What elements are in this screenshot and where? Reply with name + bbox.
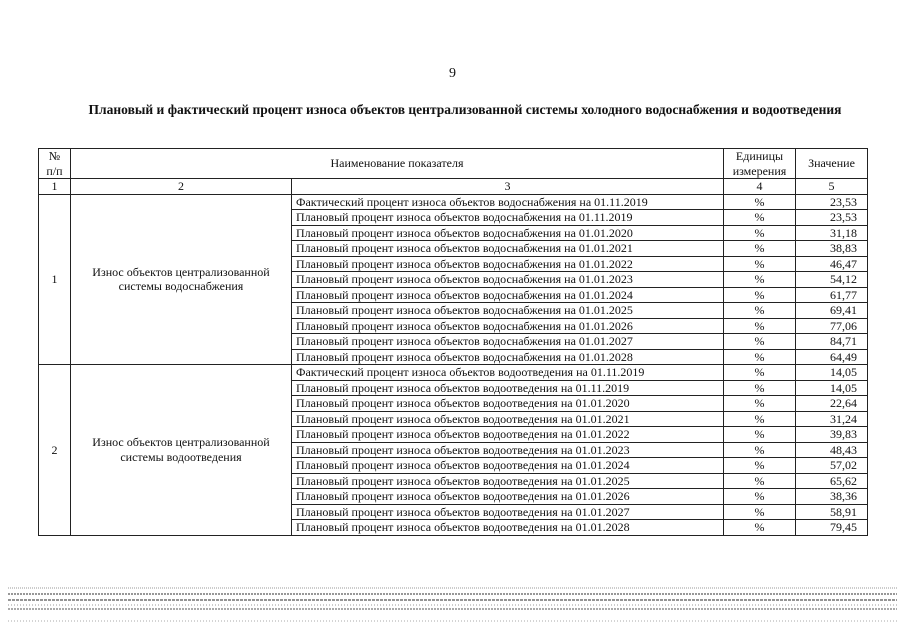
unit-cell: % [724, 225, 796, 241]
column-number: 2 [71, 179, 292, 195]
indicator-cell: Плановый процент износа объектов водоснабжения на 01.01.2026 [292, 318, 724, 334]
unit-cell: % [724, 287, 796, 303]
indicator-cell: Плановый процент износа объектов водоотведения на 01.01.2025 [292, 473, 724, 489]
indicator-cell: Плановый процент износа объектов водоснабжения на 01.01.2028 [292, 349, 724, 365]
indicator-cell: Плановый процент износа объектов водоотведения на 01.11.2019 [292, 380, 724, 396]
unit-cell: % [724, 334, 796, 350]
indicator-cell: Плановый процент износа объектов водоотведения на 01.01.2026 [292, 489, 724, 505]
unit-cell: % [724, 520, 796, 536]
indicator-cell: Фактический процент износа объектов водоотведения на 01.11.2019 [292, 365, 724, 381]
indicator-cell: Плановый процент износа объектов водоотведения на 01.01.2022 [292, 427, 724, 443]
value-cell: 65,62 [796, 473, 868, 489]
unit-cell: % [724, 318, 796, 334]
unit-cell: % [724, 473, 796, 489]
indicator-cell: Плановый процент износа объектов водоотведения на 01.01.2020 [292, 396, 724, 412]
indicator-cell: Плановый процент износа объектов водоснабжения на 01.01.2024 [292, 287, 724, 303]
value-cell: 38,36 [796, 489, 868, 505]
value-cell: 69,41 [796, 303, 868, 319]
document-title: Плановый и фактический процент износа объектов централизованной системы холодного водоснабжения и водоотведения [88, 102, 842, 117]
unit-cell: % [724, 411, 796, 427]
indicator-cell: Плановый процент износа объектов водоотведения на 01.01.2024 [292, 458, 724, 474]
group-name: Износ объектов централизованной системы водоотведения [71, 365, 292, 536]
indicator-cell: Плановый процент износа объектов водоотведения на 01.01.2023 [292, 442, 724, 458]
value-cell: 57,02 [796, 458, 868, 474]
unit-cell: % [724, 458, 796, 474]
header-units: Единицы измерения [724, 149, 796, 179]
value-cell: 14,05 [796, 380, 868, 396]
indicator-cell: Фактический процент износа объектов водоснабжения на 01.11.2019 [292, 194, 724, 210]
unit-cell: % [724, 442, 796, 458]
column-number: 3 [292, 179, 724, 195]
wear-percentage-table [38, 148, 868, 536]
group-number: 1 [39, 194, 71, 365]
column-number: 4 [724, 179, 796, 195]
indicator-cell: Плановый процент износа объектов водоснабжения на 01.11.2019 [292, 210, 724, 226]
unit-cell: % [724, 272, 796, 288]
value-cell: 31,18 [796, 225, 868, 241]
header-number: № п/п [39, 149, 71, 179]
value-cell: 22,64 [796, 396, 868, 412]
unit-cell: % [724, 396, 796, 412]
column-numbers-row [39, 179, 868, 195]
value-cell: 38,83 [796, 241, 868, 257]
table-header-row [39, 149, 868, 179]
indicator-cell: Плановый процент износа объектов водоснабжения на 01.01.2023 [292, 272, 724, 288]
unit-cell: % [724, 349, 796, 365]
value-cell: 77,06 [796, 318, 868, 334]
page-number: 9 [449, 66, 456, 81]
column-number: 5 [796, 179, 868, 195]
unit-cell: % [724, 303, 796, 319]
value-cell: 14,05 [796, 365, 868, 381]
value-cell: 39,83 [796, 427, 868, 443]
indicator-cell: Плановый процент износа объектов водоснабжения на 01.01.2025 [292, 303, 724, 319]
unit-cell: % [724, 489, 796, 505]
unit-cell: % [724, 210, 796, 226]
unit-cell: % [724, 504, 796, 520]
header-indicator-name: Наименование показателя [71, 149, 724, 179]
indicator-cell: Плановый процент износа объектов водоотведения на 01.01.2028 [292, 520, 724, 536]
value-cell: 58,91 [796, 504, 868, 520]
value-cell: 23,53 [796, 194, 868, 210]
table-row [39, 194, 868, 210]
unit-cell: % [724, 194, 796, 210]
indicator-cell: Плановый процент износа объектов водоотведения на 01.01.2021 [292, 411, 724, 427]
footer-scan-lines [8, 586, 897, 626]
unit-cell: % [724, 365, 796, 381]
table-body [39, 194, 868, 535]
column-number: 1 [39, 179, 71, 195]
value-cell: 46,47 [796, 256, 868, 272]
value-cell: 84,71 [796, 334, 868, 350]
unit-cell: % [724, 427, 796, 443]
value-cell: 54,12 [796, 272, 868, 288]
group-name: Износ объектов централизованной системы водоснабжения [71, 194, 292, 365]
value-cell: 61,77 [796, 287, 868, 303]
unit-cell: % [724, 241, 796, 257]
unit-cell: % [724, 256, 796, 272]
indicator-cell: Плановый процент износа объектов водоснабжения на 01.01.2027 [292, 334, 724, 350]
unit-cell: % [724, 380, 796, 396]
indicator-cell: Плановый процент износа объектов водоотведения на 01.01.2027 [292, 504, 724, 520]
value-cell: 23,53 [796, 210, 868, 226]
group-number: 2 [39, 365, 71, 536]
value-cell: 31,24 [796, 411, 868, 427]
indicator-cell: Плановый процент износа объектов водоснабжения на 01.01.2022 [292, 256, 724, 272]
header-value: Значение [796, 149, 868, 179]
table-row [39, 365, 868, 381]
value-cell: 79,45 [796, 520, 868, 536]
value-cell: 48,43 [796, 442, 868, 458]
value-cell: 64,49 [796, 349, 868, 365]
indicator-cell: Плановый процент износа объектов водоснабжения на 01.01.2021 [292, 241, 724, 257]
indicator-cell: Плановый процент износа объектов водоснабжения на 01.01.2020 [292, 225, 724, 241]
